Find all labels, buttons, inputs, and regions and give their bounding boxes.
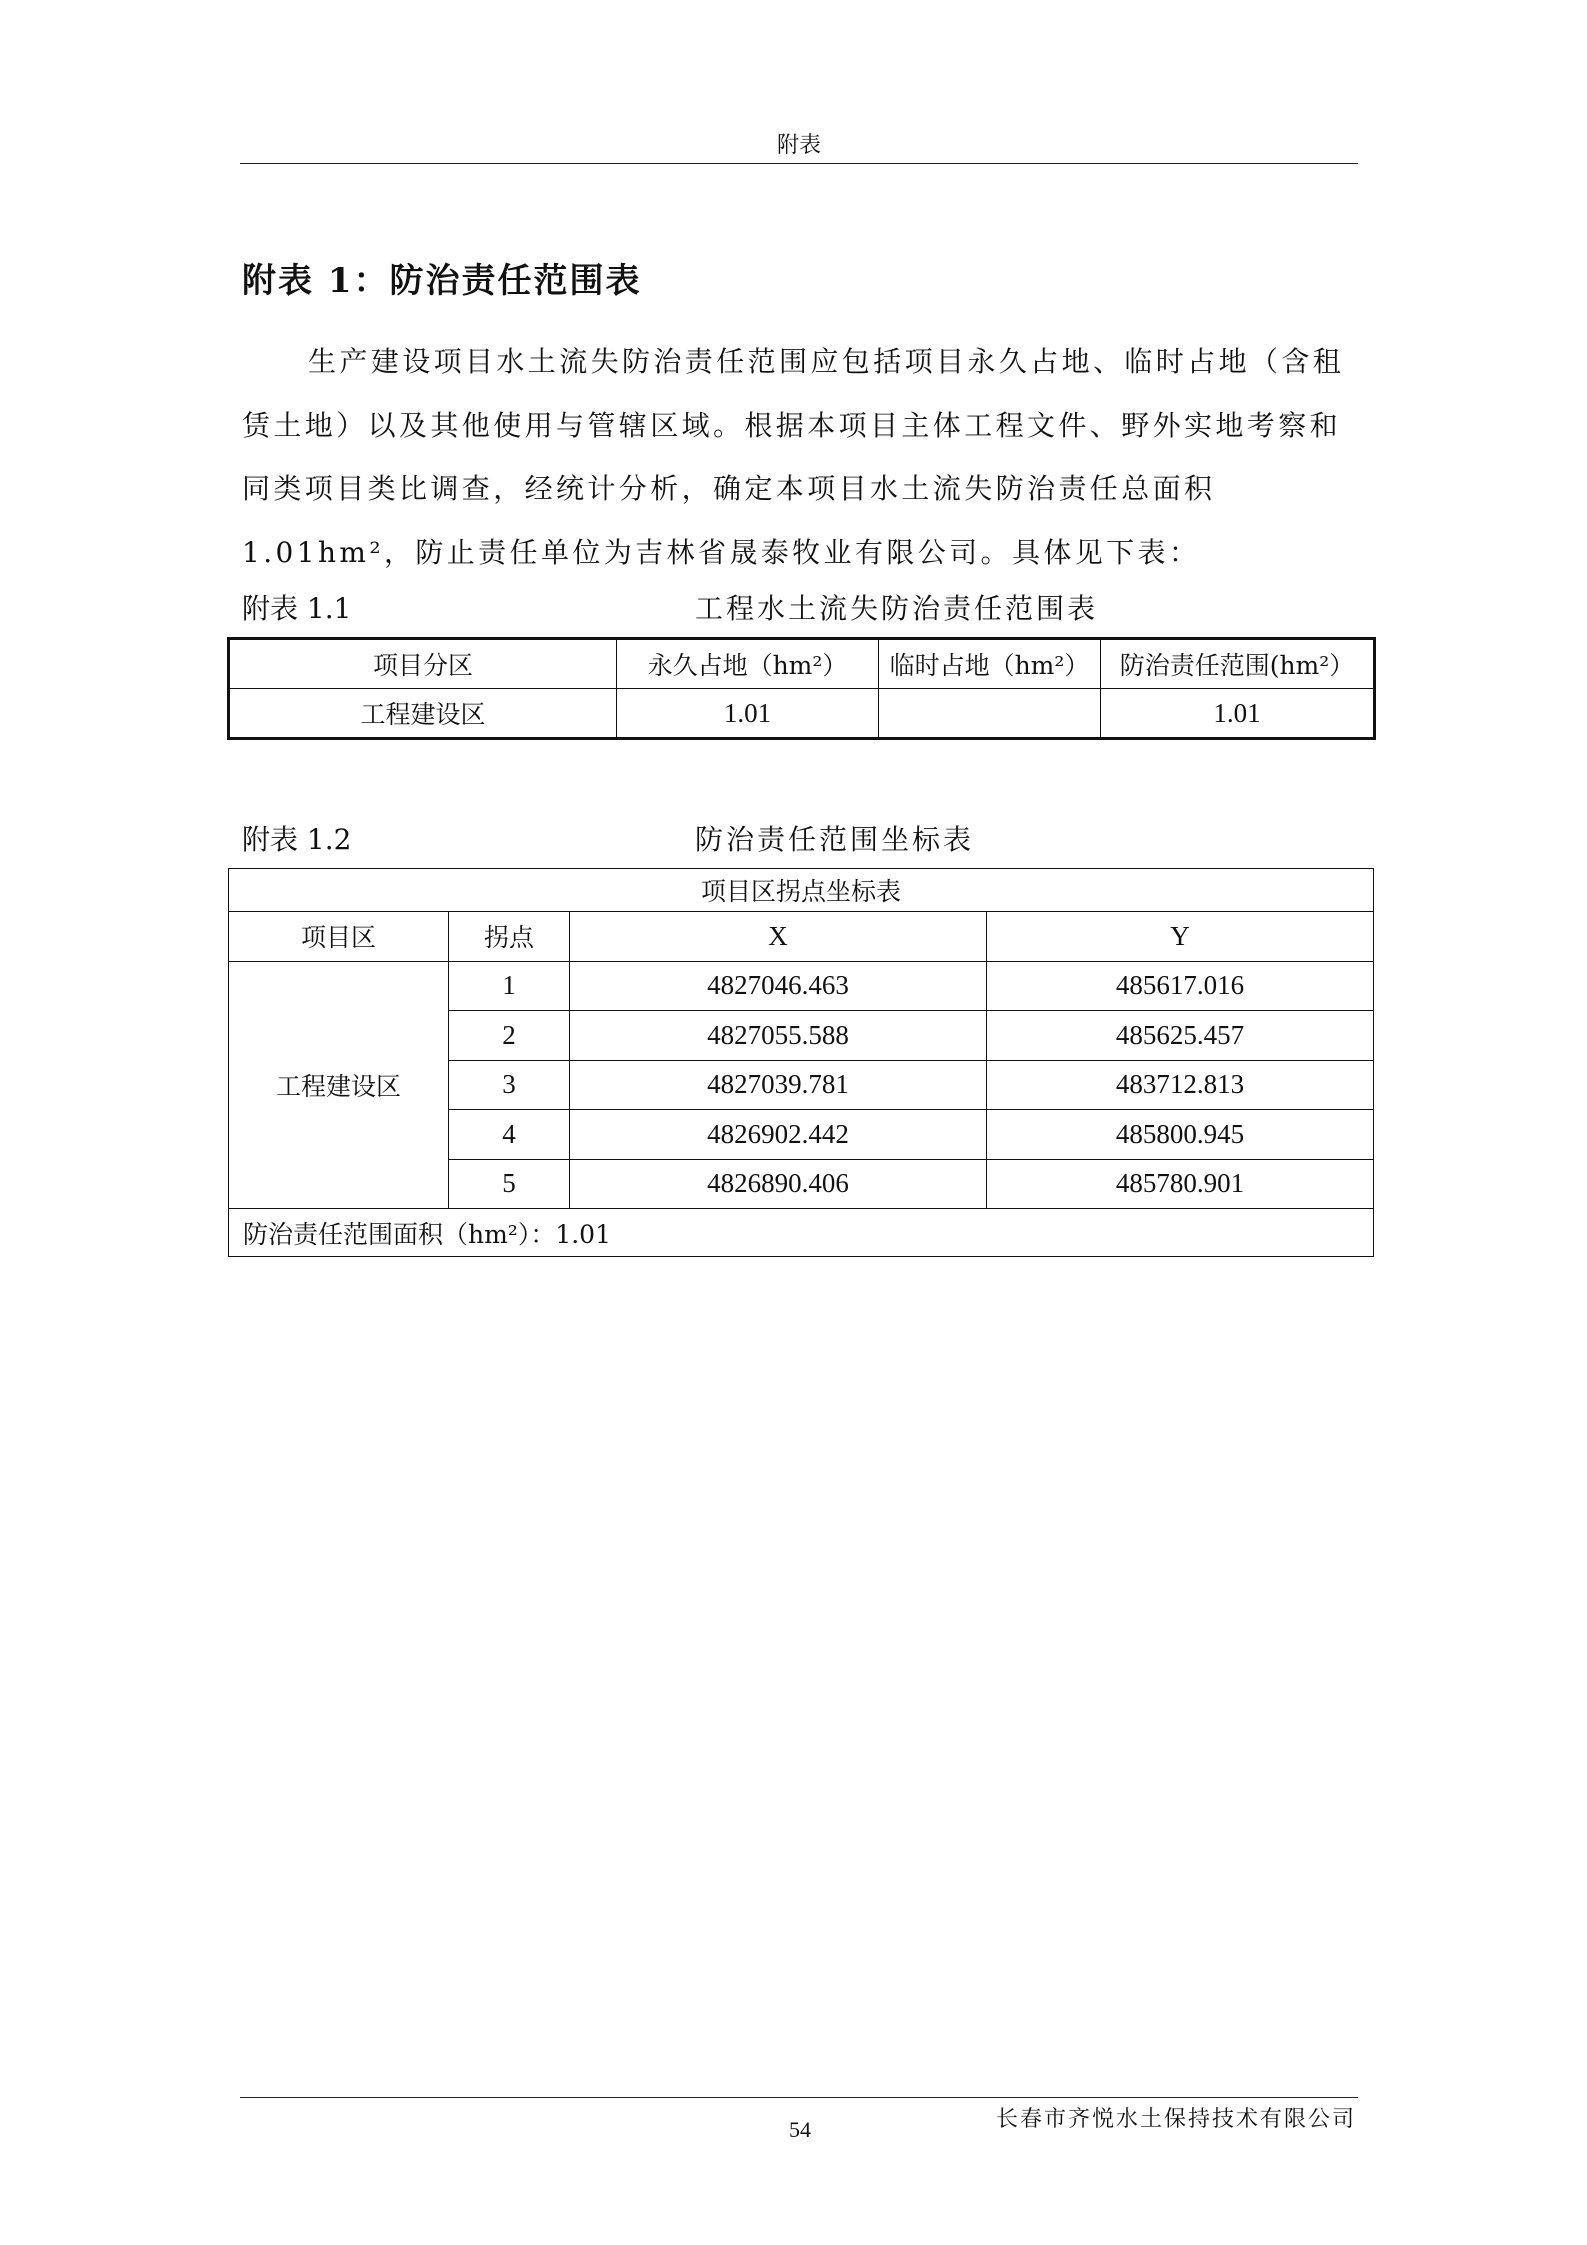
header-permanent-land: 永久占地（hm²）: [617, 639, 879, 689]
cell-point: 2: [449, 1011, 570, 1061]
cell-y: 485780.901: [987, 1159, 1374, 1209]
table1-caption-title: 工程水土流失防治责任范围表: [695, 592, 1099, 625]
cell-x: 4827046.463: [570, 961, 987, 1011]
cell-responsibility-range: 1.01: [1101, 689, 1375, 739]
coordinate-table-title: 项目区拐点坐标表: [229, 869, 1374, 912]
table-header-row: [229, 912, 1374, 962]
table1-caption-number: 附表 1.1: [242, 592, 352, 625]
cell-x: 4826902.442: [570, 1110, 987, 1160]
footer-rule: [240, 2097, 1358, 2098]
table-header-row: [229, 639, 1375, 689]
table-title-row: [229, 869, 1374, 912]
table2-caption-title: 防治责任范围坐标表: [695, 823, 975, 856]
section-title: 附表 1：防治责任范围表: [242, 261, 642, 301]
area-total-cell: 防治责任范围面积（hm²）：1.01: [229, 1209, 1374, 1257]
cell-x: 4827039.781: [570, 1060, 987, 1110]
header-turning-point: 拐点: [449, 912, 570, 962]
cell-y: 485800.945: [987, 1110, 1374, 1160]
header-y: Y: [987, 912, 1374, 962]
cell-project-area: 工程建设区: [229, 961, 449, 1209]
table-row: [229, 689, 1375, 739]
page-number: 54: [789, 2117, 811, 2142]
cell-y: 485625.457: [987, 1011, 1374, 1061]
cell-temporary-land: [879, 689, 1101, 739]
header-rule: [240, 163, 1358, 164]
cell-point: 5: [449, 1159, 570, 1209]
cell-point: 4: [449, 1110, 570, 1160]
cell-zone: 工程建设区: [229, 689, 617, 739]
header-zone: 项目分区: [229, 639, 617, 689]
header-responsibility-range: 防治责任范围(hm²）: [1101, 639, 1375, 689]
cell-y: 483712.813: [987, 1060, 1374, 1110]
responsibility-range-table: [227, 637, 1376, 740]
company-name: 长春市齐悦水土保持技术有限公司: [995, 2107, 1356, 2132]
cell-x: 4826890.406: [570, 1159, 987, 1209]
header-x: X: [570, 912, 987, 962]
cell-point: 3: [449, 1060, 570, 1110]
paragraph-text: 生产建设项目水土流失防治责任范围应包括项目永久占地、临时占地（含租赁土地）以及其他使用与管辖区域。根据本项目主体工程文件、野外实地考察和同类项目类比调查，经统计分析，确定本项目水土流失防治责任总面积 1.01hm²，防止责任单位为吉林省晟泰牧业有限公司。具体见下表：: [242, 345, 1345, 569]
cell-permanent-land: 1.01: [617, 689, 879, 739]
table-footer-row: [229, 1209, 1374, 1257]
header-project-area: 项目区: [229, 912, 449, 962]
page-header-title: 附表: [776, 133, 821, 158]
cell-x: 4827055.588: [570, 1011, 987, 1061]
table2-caption-number: 附表 1.2: [242, 823, 352, 856]
header-temporary-land: 临时占地（hm²）: [879, 639, 1101, 689]
coordinate-table: [228, 868, 1374, 1257]
cell-y: 485617.016: [987, 961, 1374, 1011]
cell-point: 1: [449, 961, 570, 1011]
body-paragraph: [242, 330, 1360, 584]
table-row: [229, 961, 1374, 1011]
